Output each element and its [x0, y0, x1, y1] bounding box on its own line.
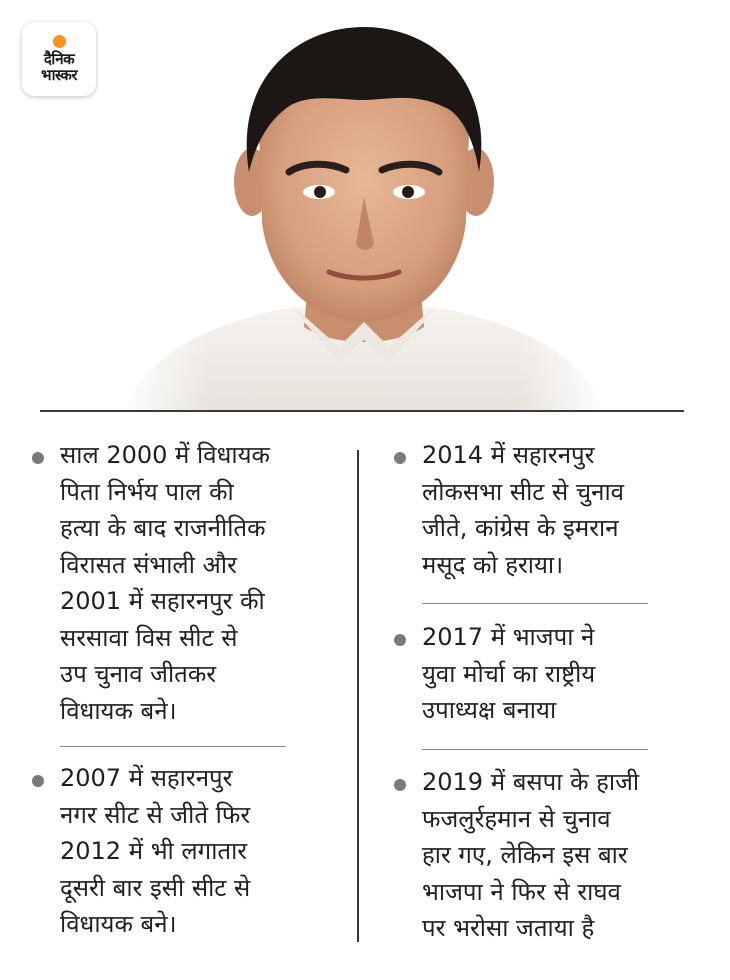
list-item-text: 2014 में सहारनपुर लोकसभा सीट से चुनाव जीते, कांग्रेस के इमरान मसूद को हराया। [422, 441, 624, 579]
list-item-text: साल 2000 में विधायक पिता निर्भय पाल की हत्या के बाद राजनीतिक विरासत संभाली और 2001 में सहारनपुर की सरसावा विस सीट से उप चुनाव जीतकर विधायक बने। [60, 441, 270, 725]
item-separator [60, 746, 286, 747]
left-column [30, 437, 350, 729]
right-column [392, 437, 712, 583]
bullet-icon [394, 452, 406, 464]
bullet-icon [394, 779, 406, 791]
list-item [30, 760, 350, 943]
list-item [392, 764, 712, 947]
list-item-text: 2007 में सहारनपुर नगर सीट से जीते फिर 2012 में भी लगातार दूसरी बार इसी सीट से विधायक बने। [60, 764, 251, 938]
right-column-middle [392, 619, 712, 729]
item-separator [422, 603, 648, 604]
logo-text-line2: भास्कर [41, 66, 77, 84]
list-item-text: 2017 में भाजपा ने युवा मोर्चा का राष्ट्रीय उपाध्यक्ष बनाया [422, 623, 596, 724]
bullet-icon [32, 452, 44, 464]
list-item [392, 437, 712, 583]
right-column-lower [392, 764, 712, 947]
list-item [30, 437, 350, 729]
logo-text-line1: दैनिक [43, 50, 75, 68]
column-divider-line [357, 450, 359, 942]
left-column-lower [30, 760, 350, 943]
bullet-icon [394, 634, 406, 646]
photo-divider-line [40, 410, 684, 412]
logo-sun-dot [53, 35, 66, 48]
list-item-text: 2019 में बसपा के हाजी फजलुर्रहमान से चुनाव हार गए, लेकिन इस बार भाजपा ने फिर से राघव पर भरोसा जताया है [422, 768, 640, 942]
bullet-icon [32, 775, 44, 787]
dainik-bhaskar-logo [22, 22, 96, 96]
item-separator [422, 749, 648, 750]
portrait-photo [124, 22, 604, 412]
list-item [392, 619, 712, 729]
